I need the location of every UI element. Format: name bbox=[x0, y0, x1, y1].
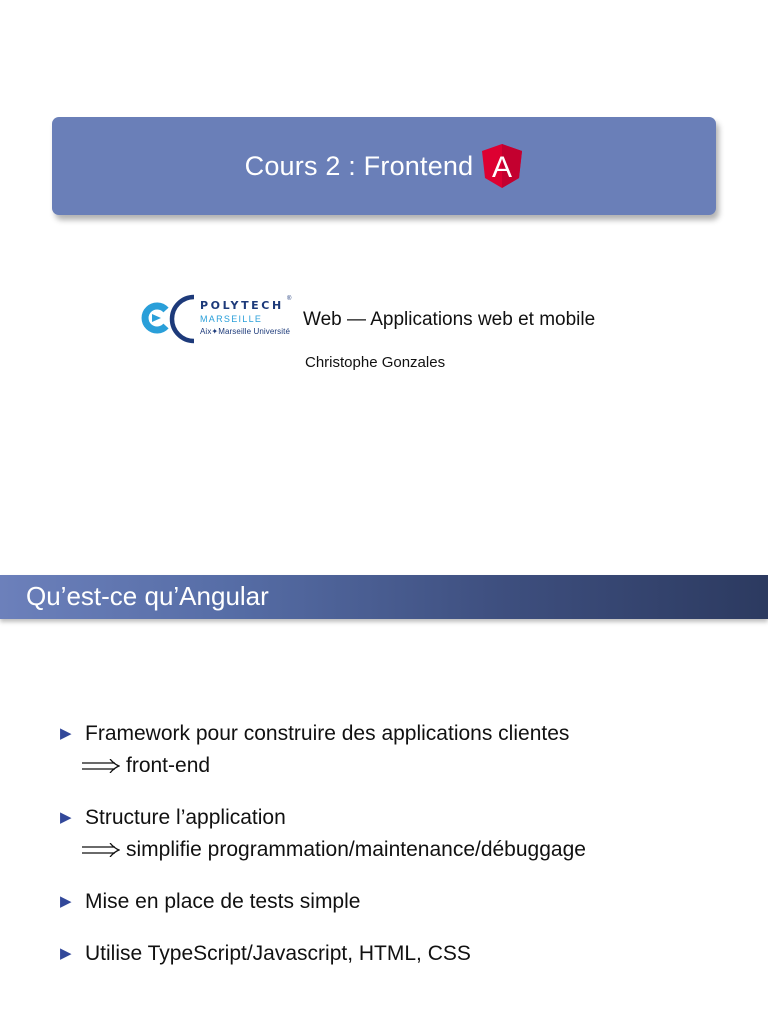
logo-city: MARSEILLE bbox=[200, 314, 263, 324]
slide-subtitle: Web — Applications web et mobile bbox=[303, 309, 596, 330]
implies-arrow-icon bbox=[82, 834, 120, 866]
bullet-triangle-icon: ▶ bbox=[60, 893, 72, 910]
bullet-implies-text: front-end bbox=[126, 754, 211, 777]
bullet-item bbox=[60, 938, 586, 970]
angular-logo-icon bbox=[481, 143, 523, 189]
slide-title: Cours 2 : Frontend bbox=[244, 150, 474, 181]
bullet-text: Utilise TypeScript/Javascript, HTML, CSS bbox=[85, 942, 471, 965]
bullet-list bbox=[60, 718, 586, 990]
bullet-triangle-icon: ▶ bbox=[60, 809, 72, 826]
bullet-text: Mise en place de tests simple bbox=[85, 890, 361, 913]
implies-line bbox=[85, 750, 586, 782]
implies-line bbox=[85, 834, 586, 866]
bullet-triangle-icon: ▶ bbox=[60, 945, 72, 962]
bullet-triangle-icon: ▶ bbox=[60, 725, 72, 742]
polytech-emblem-icon bbox=[138, 293, 198, 345]
bullet-text: Framework pour construire des applications clientes bbox=[85, 722, 570, 745]
bullet-implies-text: simplifie programmation/maintenance/débuggage bbox=[126, 838, 586, 861]
logo-name: POLYTECH bbox=[200, 299, 284, 312]
title-box bbox=[52, 117, 716, 215]
implies-arrow-icon bbox=[82, 750, 120, 782]
logo-university: Aix✦Marseille Université bbox=[200, 327, 291, 336]
frame-title-bar bbox=[0, 575, 768, 619]
angular-logo-letter: A bbox=[492, 151, 513, 184]
logo-registered-mark: ® bbox=[287, 296, 292, 302]
polytech-logo bbox=[138, 293, 298, 345]
bullet-text: Structure l’application bbox=[85, 806, 286, 829]
slide-author: Christophe Gonzales bbox=[305, 354, 446, 371]
bullet-item bbox=[60, 718, 586, 782]
bullet-item bbox=[60, 802, 586, 866]
bullet-item bbox=[60, 886, 586, 918]
frame-title: Qu’est-ce qu’Angular bbox=[26, 581, 269, 611]
